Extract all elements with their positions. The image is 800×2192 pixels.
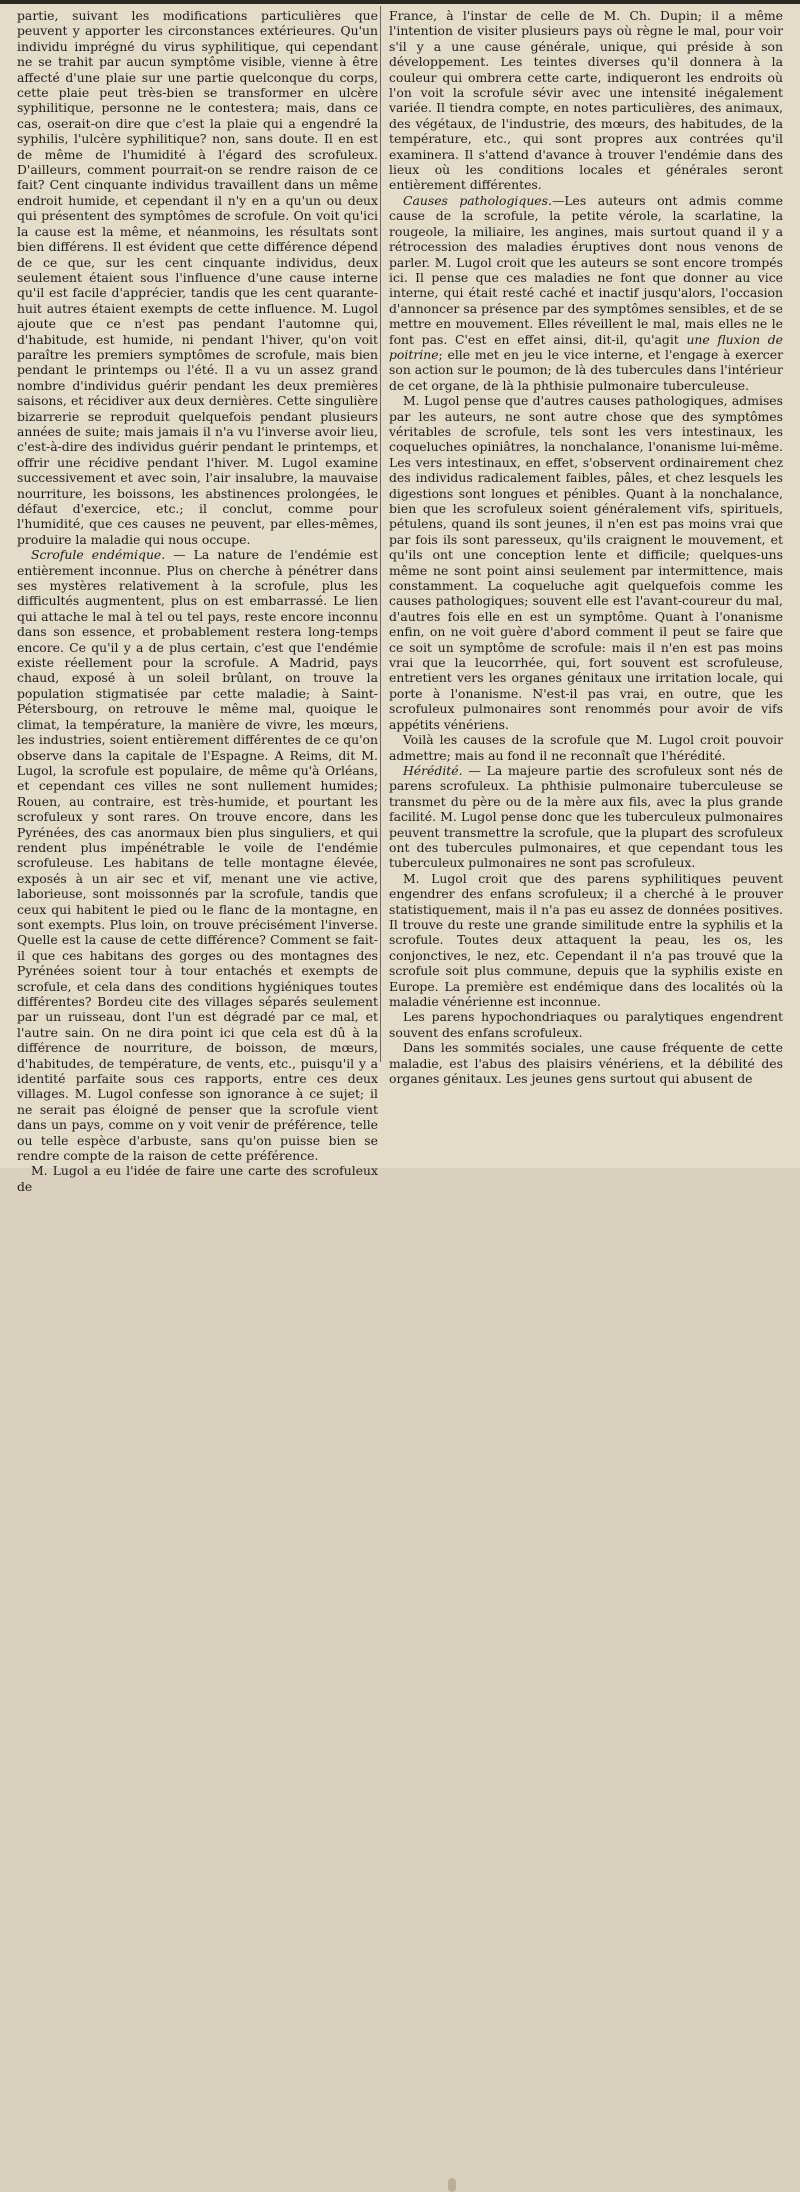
paragraph-carte: M. Lugol a eu l'idée de faire une carte des scrofuleux de	[17, 1163, 378, 1194]
paper-stain	[448, 2178, 456, 2192]
paragraph-sommites: Dans les sommités sociales, une cause fréquente de cette maladie, est l'abus des plaisirs vénériens, et la débilité des organes génitaux. Les jeunes gens surtout qui abusent de	[389, 1040, 783, 1087]
paragraph-causes-admises: Voilà les causes de la scrofule que M. Lugol croit pouvoir admettre; mais au fond il ne reconnaît que l'hérédité.	[389, 732, 783, 763]
column-divider	[380, 6, 381, 1062]
paragraph-carte-suite: France, à l'instar de celle de M. Ch. Dupin; il a même l'intention de visiter plusieurs pays où règne le mal, pour voir s'il y a une cause générale, unique, qui préside à son développement. Les teintes diverses qu'il donnera à la couleur qui ombrera cette carte, indiqueront les endroits où l'on voit la scrofule sévir avec une intensité inégalement variée. Il tiendra compte, en notes particulières, des animaux, des végétaux, de l'industrie, des mœurs, des habitudes, de la température, etc., qui sont propres aux contrées qu'il examinera. Il s'attend d'avance à trouver l'endémie dans des lieux où les conditions locales et générales seront entièrement différentes.	[389, 8, 783, 193]
blank-margin	[0, 1068, 800, 1168]
paragraph-text: — La nature de l'endémie est entièrement inconnue. Plus on cherche à pénétrer dans ses mystères relativement à la scrofule, plus les difficultés augmentent, plus on est embarrassé. Le lien qui attache le mal à tel ou tel pays, reste encore inconnu dans son essence, et probablement restera long-temps encore. Ce qu'il y a de plus certain, c'est que l'endémie existe réellement pour la scrofule. A Madrid, pays chaud, exposé à un soleil brûlant, on trouve la population stigmatisée par cette maladie; à Saint-Pétersbourg, on retrouve le même mal, quoique le climat, la température, la manière de vivre, les mœurs, les industries, soient entièrement différentes de ce qu'on observe dans la capitale de l'Espagne. A Reims, dit M. Lugol, la scrofule est populaire, de même qu'à Orléans, et cependant ces villes ne sont nullement humides; Rouen, au contraire, est très-humide, et pourtant les scrofuleux y sont rares. On trouve encore, dans les Pyrénées, des cas anormaux bien plus singuliers, et qui rendent plus impénétrable le voile de l'endémie scrofuleuse. Les habitans de telle montagne élevée, exposés à un air sec et vif, menant une vie active, laborieuse, sont moissonnés par la scrofule, tandis que ceux qui habitent le pied ou le flanc de la montagne, en sont exempts. Plus loin, on trouve précisément l'inverse. Quelle est la cause de cette différence? Comment se fait-il que ces habitans des gorges ou des montagnes des Pyrénées soient tour à tour entachés et exempts de scrofule, et cela dans des conditions hygiéniques toutes différentes? Bordeu cite des villages séparés seulement par un ruisseau, dont l'un est dégradé par ce mal, et l'autre sain. On ne dira point ici que cela est dû à la différence de nourriture, de boisson, de mœurs, d'habitudes, de température, de vents, etc., puisqu'il y a identité parfaite sous ces rapports, entre ces deux villages. M. Lugol confesse son ignorance à ce sujet; il ne serait pas éloigné de penser que la scrofule vient dans un pays, comme on y voit venir de préférence, telle ou telle espèce d'arbuste, sans qu'on puisse bien se rendre compte de la raison de cette préférence.	[17, 547, 378, 1164]
section-heading-scrofule-endemique: Scrofule endémique.	[31, 547, 166, 563]
paragraph-parens: Les parens hypochondriaques ou paralytiques engendrent souvent des enfans scrofuleux.	[389, 1009, 783, 1040]
paragraph-text: ; elle met en jeu le vice interne, et l'engage à exercer son action sur le poumon; de là des tubercules dans l'intérieur de cet organe, de là la phthisie pulmonaire tuberculeuse.	[389, 346, 783, 393]
paragraph-syphilis: M. Lugol croit que des parens syphilitiques peuvent engendrer des enfans scrofuleux; il a cherché à le prouver statistiquement, mais il n'a pas eu assez de données positives. Il trouve du reste une grande similitude entre la syphilis et la scrofule. Toutes deux attaquent la peau, les os, les conjonctives, le nez, etc. Cependant il n'a pas trouvé que la scrofule soit plus commune, depuis que la syphilis existe en Europe. La première est endémique dans des localités où la maladie vénérienne est inconnue.	[389, 870, 783, 1009]
page-top-edge	[0, 0, 800, 4]
paragraph-symptomes: M. Lugol pense que d'autres causes pathologiques, admises par les auteurs, ne sont autre chose que des symptômes véritables de scrofule, tels sont les vers intestinaux, les coqueluches opiniâtres, la nonchalance, l'onanisme lui-même. Les vers intestinaux, en effet, s'observent ordinairement chez des individus radicalement faibles, pâles, et chez lesquels les digestions sont longues et pénibles. Quant à la nonchalance, bien que les scrofuleux soient généralement vifs, spirituels, pétulens, quand ils sont jeunes, il n'en est pas moins vrai que par fois ils sont paresseux, qu'ils craignent le mouvement, et qu'ils ont une conception lente et difficile; quelques-uns même ne sont point ainsi seulement par intermittence, mais constamment. La coqueluche agit quelquefois comme les causes pathologiques; souvent elle est l'avant-coureur du mal, d'autres fois elle en est un symptôme. Quant à l'onanisme enfin, on ne voit guère d'abord comment il peut se faire que ce soit un symptôme de scrofule: mais il n'en est pas moins vrai que la leucorrhée, qui, fort souvent est scrofuleuse, entretient vers les organes génitaux une irritation locale, qui porte à l'onanisme. N'est-il pas vrai, en outre, que les scrofuleux pulmonaires sont renommés pour avoir de vifs appétits vénériens.	[389, 393, 783, 732]
paragraph-text: — La majeure partie des scrofuleux sont nés de parens scrofuleux. La phthisie pulmonaire tuberculeuse se transmet du père ou de la mère aux fils, avec la plus grande facilité. M. Lugol pense donc que les tuberculeux pulmonaires peuvent transmettre la scrofule, que la plupart des scrofuleux ont des tubercules pulmonaires, et que cependant tous les tuberculeux pulmonaires ne sont pas scrofuleux.	[389, 762, 783, 871]
paragraph-heredite	[389, 763, 783, 871]
paragraph-humidite: partie, suivant les modifications particulières que peuvent y apporter les circonstances extérieures. Qu'un individu imprégné du virus syphilitique, qui cependant ne se trahit par aucun symptôme visible, vienne à être affecté d'une plaie sur une partie quelconque du corps, cette plaie peut très-bien se transformer en ulcère syphilitique, personne ne le contestera; mais, dans ce cas, oserait-on dire que c'est la plaie qui a engendré la syphilis, l'ulcère syphilitique? non, sans doute. Il en est de même de l'humidité à l'égard des scrofuleux. D'ailleurs, comment pourrait-on se rendre raison de ce fait? Cent cinquante individus travaillent dans un même endroit humide, et cependant il n'y en a qu'un ou deux qui présentent des symptômes de scrofule. On voit qu'ici la cause est la même, et néanmoins, les résultats sont bien différens. Il est évident que cette différence dépend de ce que, sur les cent cinquante individus, deux seulement étaient sous l'influence d'une cause interne qu'il est facile d'apprécier, tandis que les cent quarante-huit autres étaient exempts de cette influence. M. Lugol ajoute que ce n'est pas pendant l'automne qui, d'habitude, est humide, ni pendant l'hiver, qu'on voit paraître les premiers symptômes de scrofule, mais bien pendant le printemps ou l'été. Il a vu un assez grand nombre d'individus guérir pendant les deux premières saisons, et récidiver aux deux dernières. Cette singulière bizarrerie se reproduit quelquefois pendant plusieurs années de suite; mais jamais il n'a vu l'inverse avoir lieu, c'est-à-dire des individus guérir pendant le printemps, et offrir une récidive pendant l'hiver. M. Lugol examine successivement et avec soin, l'air insalubre, la mauvaise nourriture, les boissons, les abstinences prolongées, le défaut d'exercice, etc.; il conclut, comme pour l'humidité, que ces causes ne peuvent, par elles-mêmes, produire la maladie qui nous occupe.	[17, 8, 378, 547]
section-heading-causes-pathologiques: Causes pathologiques.	[403, 192, 552, 208]
left-column	[17, 8, 378, 1194]
emphasis-fluxion: une fluxion de poitrine	[389, 331, 783, 362]
paragraph-causes-pathologiques	[389, 193, 783, 393]
right-column	[389, 8, 783, 1086]
paragraph-text: —Les auteurs ont admis comme cause de la scrofule, la petite vérole, la scarlatine, la rougeole, la miliaire, les angines, mais surtout quand il y a rétrocession des maladies éruptives dont nous venons de parler. M. Lugol croit que les auteurs se sont encore trompés ici. Il pense que ces maladies ne font que donner au vice interne, qui était resté caché et inactif jusqu'alors, l'occasion d'annoncer sa présence par des symptômes sensibles, et de se mettre en mouvement. Elles réveillent le mal, mais elles ne le font pas. C'est en effet ainsi, dit-il, qu'agit	[389, 192, 783, 347]
section-heading-heredite: Hérédité.	[403, 762, 463, 778]
